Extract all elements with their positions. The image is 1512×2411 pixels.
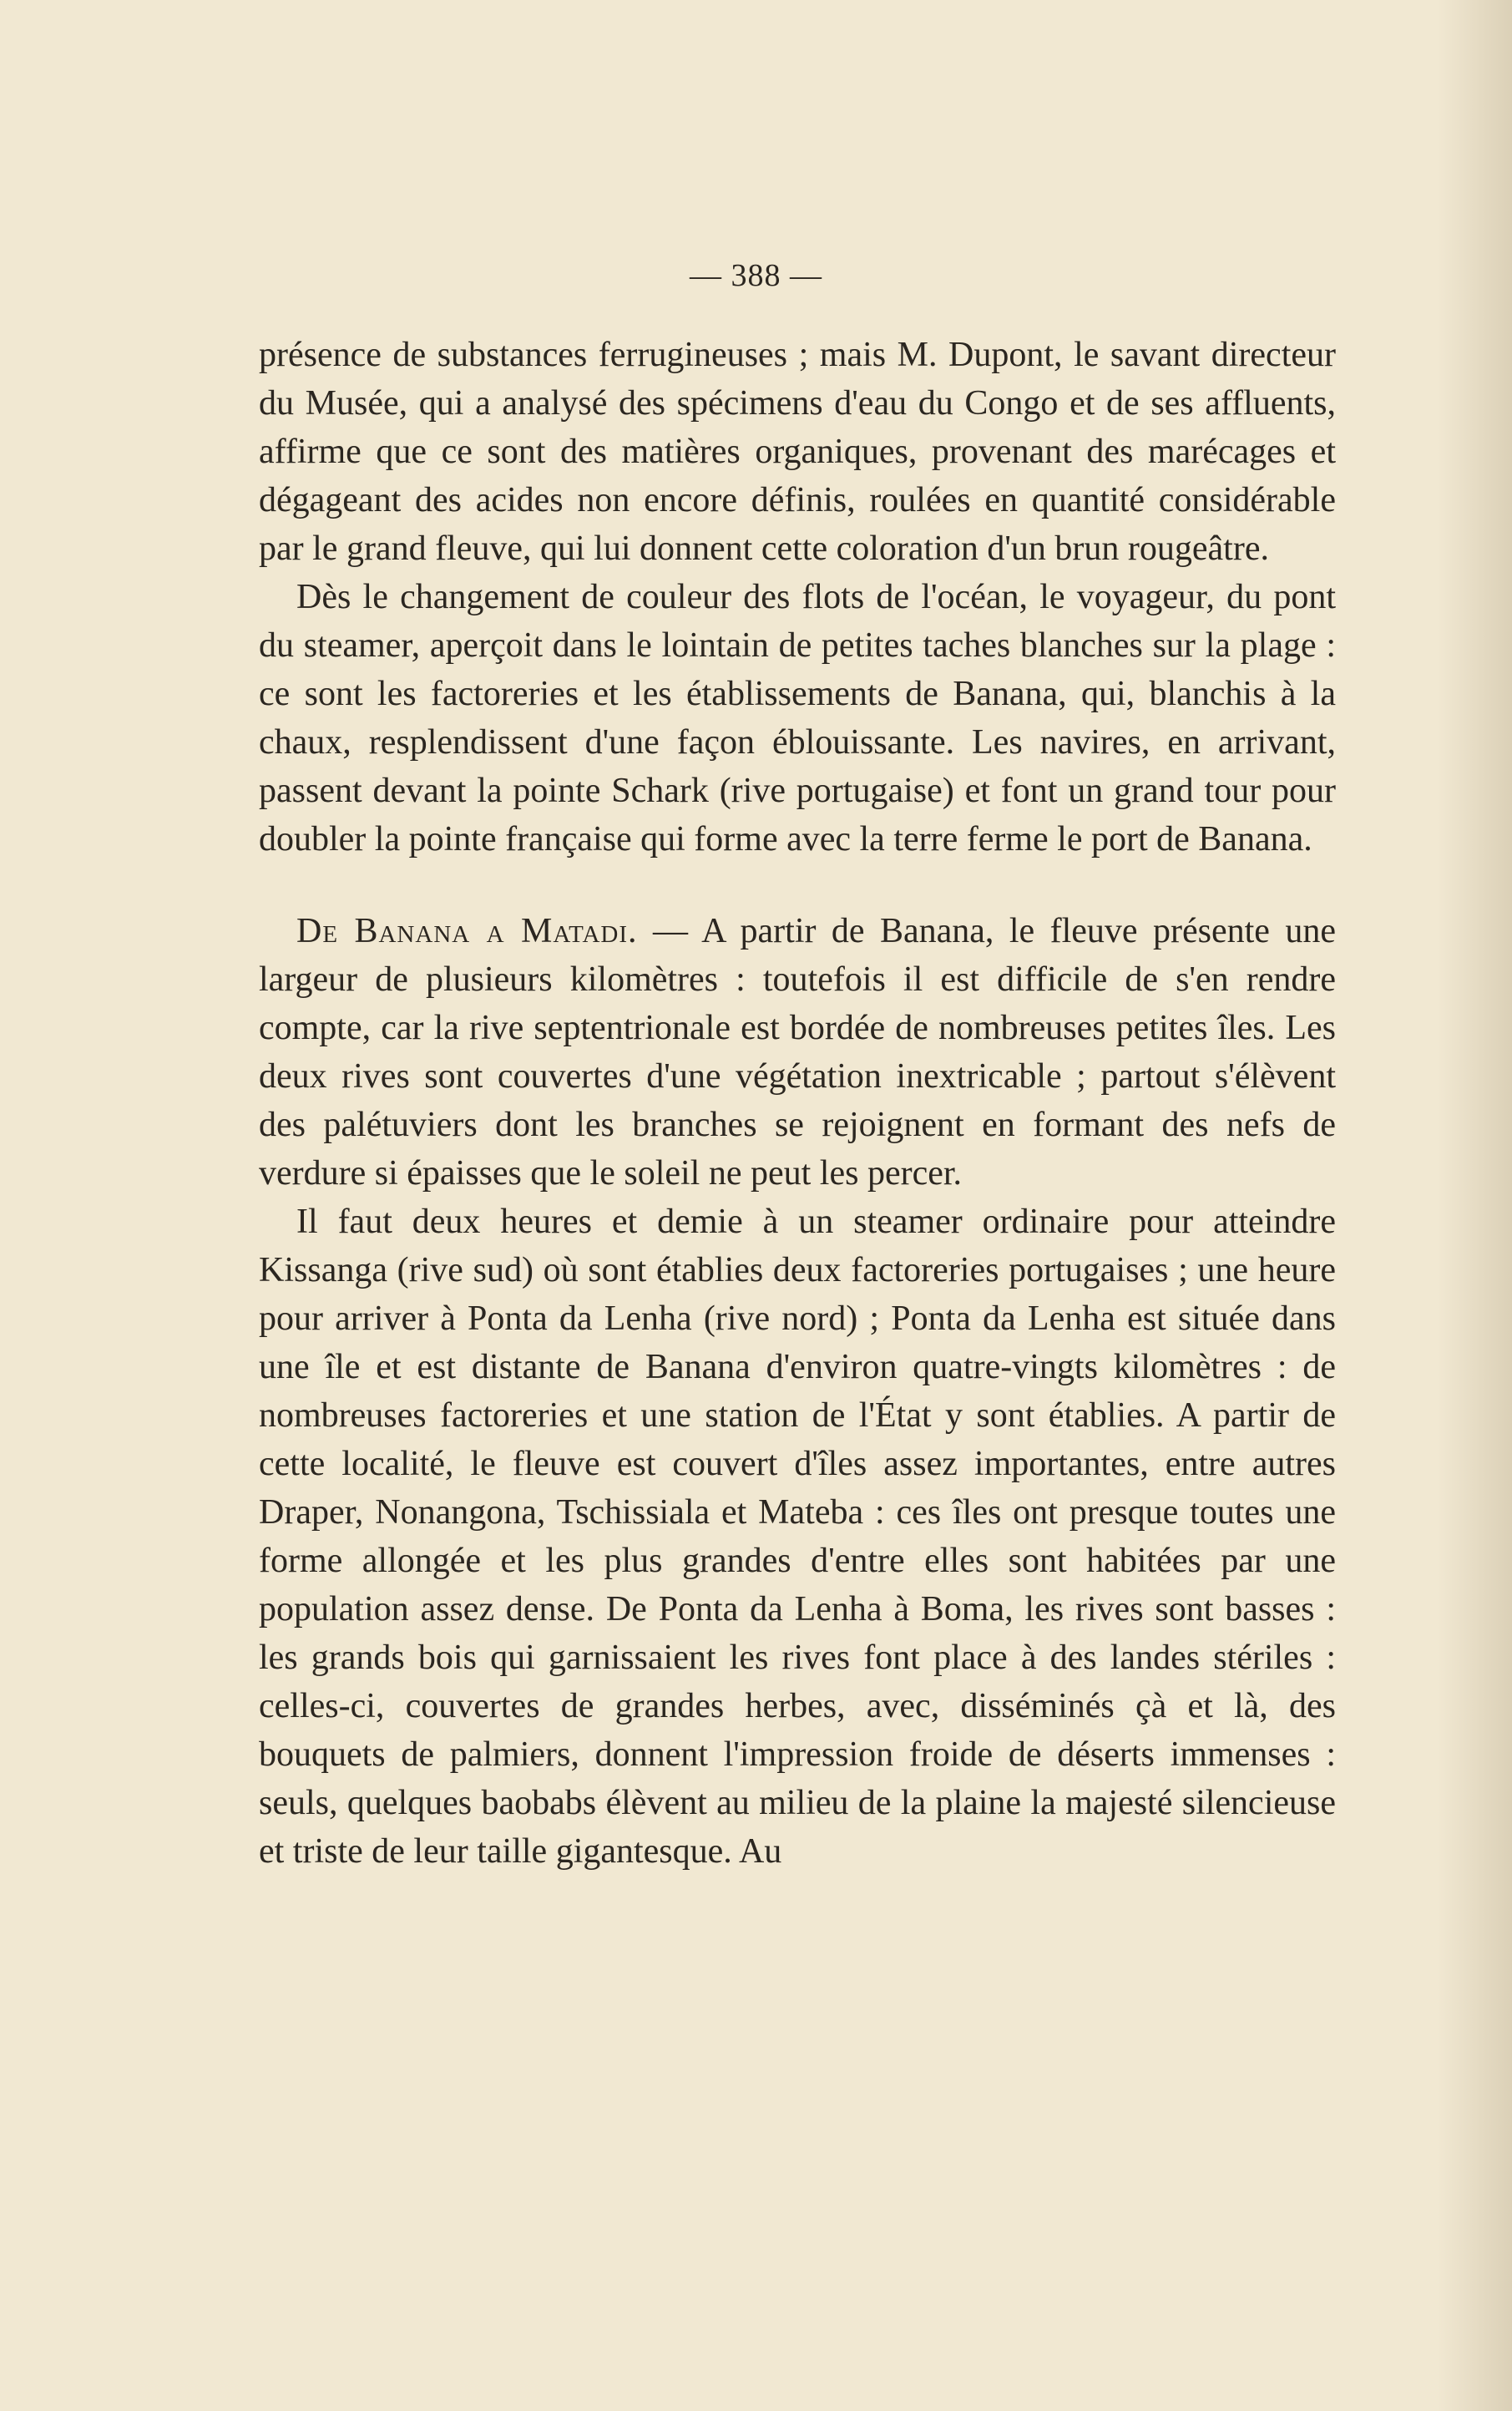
main-text — [259, 331, 1336, 1876]
section-spacer — [259, 864, 1336, 907]
page-edge-shadow — [1437, 0, 1512, 2411]
paragraph-3-text: — A partir de Banana, le fleuve présente une largeur de plusieurs kilomètres : toutefois il est difficile de s'en rendre compte, car la rive septentrionale est bordée de nombreuses petites îles. Les deux rives sont couvertes d'une végétation inextricable ; partout s'élèvent des palétuviers dont les branches se rejoignent en formant des nefs de verdure si épaisses que le soleil ne peut les percer. — [259, 912, 1336, 1193]
section-title: De Banana a Matadi. — [296, 912, 638, 950]
paragraph-4: Il faut deux heures et demie à un steamer ordinaire pour atteindre Kissanga (rive sud) où sont établies deux factoreries portugaises ; une heure pour arriver à Ponta da Lenha (rive nord) ; Ponta da Lenha est située dans une île et est distante de Banana d'environ quatre-vingts kilomètres : de nombreuses factoreries et une station de l'État y sont établies. A partir de cette localité, le fleuve est couvert d'îles assez importantes, entre autres Draper, Nonangona, Tschissiala et Mateba : ces îles ont presque toutes une forme allongée et les plus grandes d'entre elles sont habitées par une population assez dense. De Ponta da Lenha à Boma, les rives sont basses : les grands bois qui garnissaient les rives font place à des landes stériles : celles-ci, couvertes de grandes herbes, avec, disséminés çà et là, des bouquets de palmiers, donnent l'impression froide de déserts immenses : seuls, quelques baobabs élèvent au milieu de la plaine la majesté silencieuse et triste de leur taille gigantesque. Au — [259, 1203, 1336, 1871]
page-number: — 388 — — [690, 258, 822, 293]
paragraph-3 — [259, 907, 1336, 1198]
paragraph-2: Dès le changement de couleur des flots de l'océan, le voyageur, du pont du steamer, aperçoit dans le lointain de petites taches blanches sur la plage : ce sont les factoreries et les établissements de Banana, qui, blanchis à la chaux, resplendissent d'une façon éblouissante. Les navires, en arrivant, passent devant la pointe Schark (rive portugaise) et font un grand tour pour doubler la pointe française qui forme avec la terre ferme le port de Banana. — [259, 578, 1336, 859]
paragraph-1: présence de substances ferrugineuses ; mais M. Dupont, le savant directeur du Musée, qui a analysé des spécimens d'eau du Congo et de ses affluents, affirme que ce sont des matières organiques, provenant des marécages et dégageant des acides non encore définis, roulées en quantité considérable par le grand fleuve, qui lui donnent cette coloration d'un brun rougeâtre. — [259, 336, 1336, 568]
